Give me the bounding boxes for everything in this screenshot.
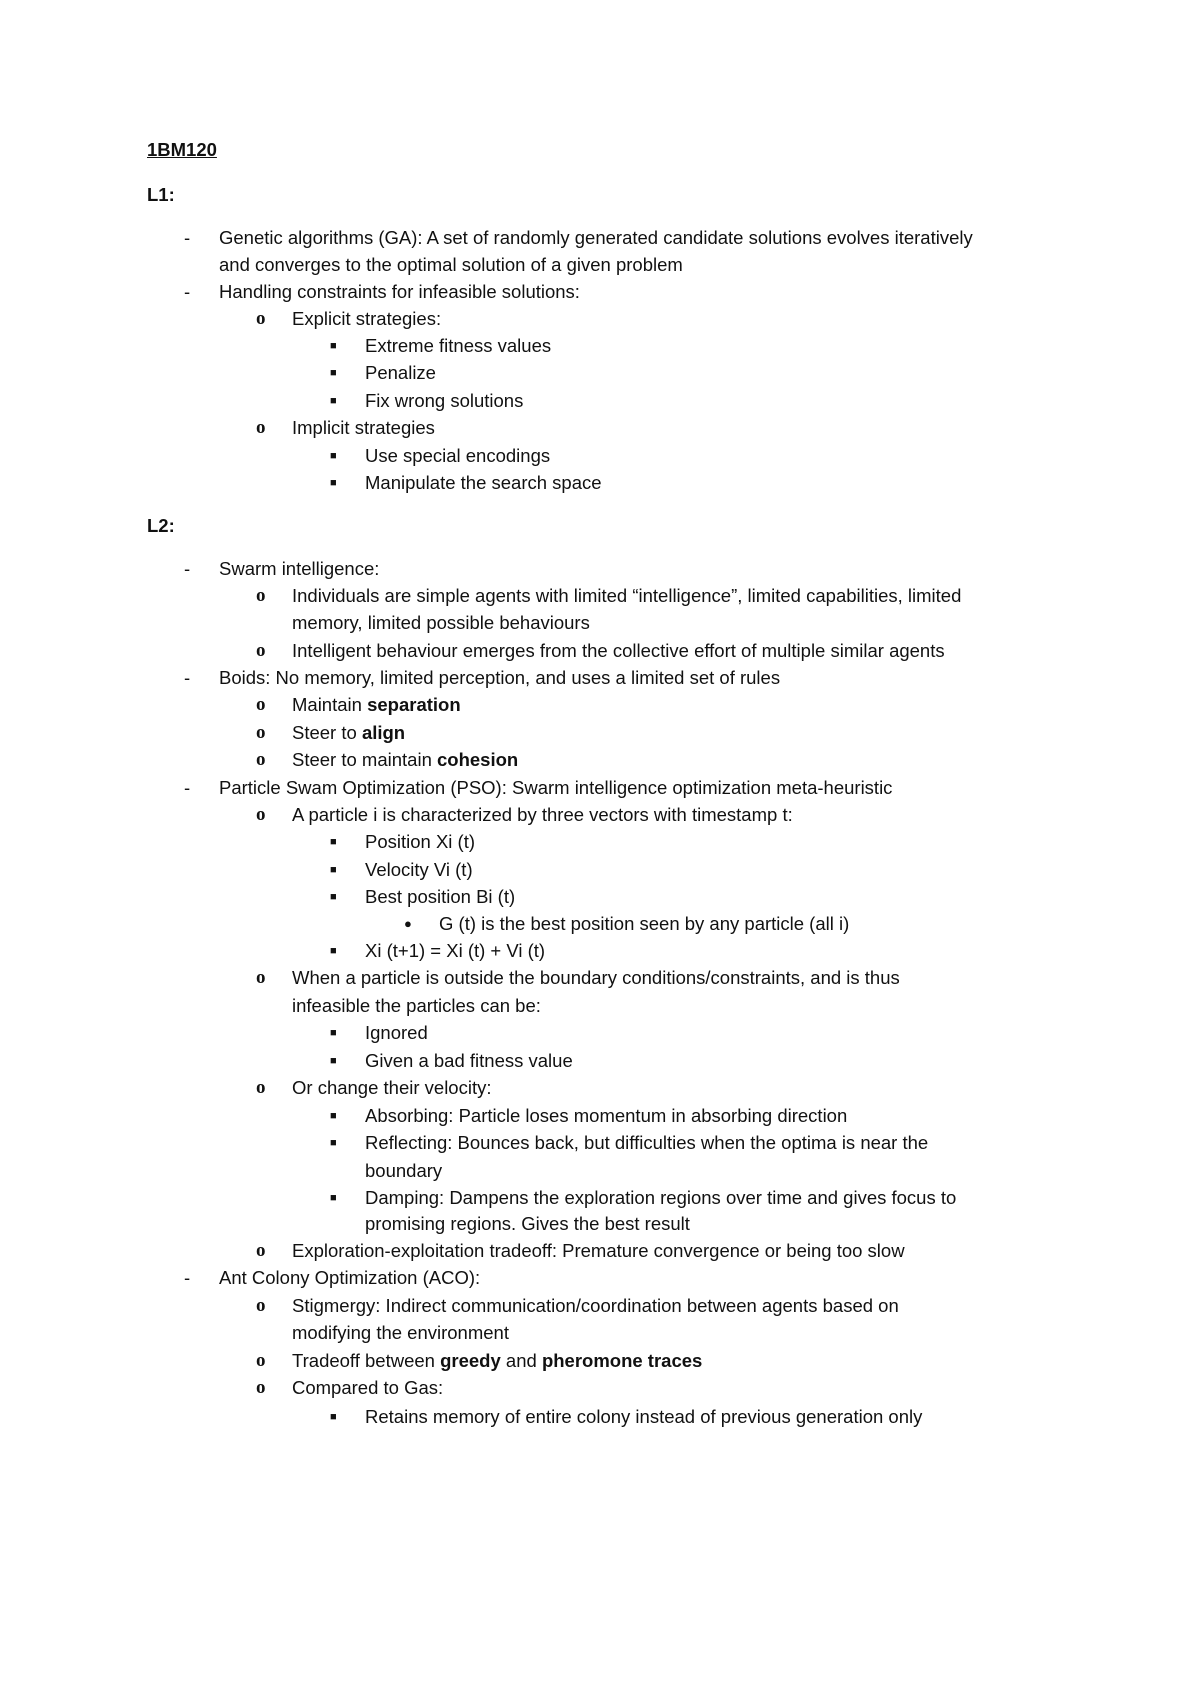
title-text: 1BM120 (147, 139, 217, 160)
text-run: Genetic algorithms (GA): A set of randomly generated candidate solutions evolves iteratively (219, 227, 973, 248)
bullet-circle-icon: o (256, 1377, 266, 1398)
section-heading (0, 180, 1200, 210)
list-item-text (219, 554, 379, 584)
list-item (0, 1101, 1200, 1131)
list-item-text (292, 1346, 702, 1376)
text-run: Ant Colony Optimization (ACO): (219, 1267, 481, 1288)
text-run: Velocity Vi (t) (365, 859, 473, 880)
list-item-text (292, 581, 961, 611)
section-heading (0, 511, 1200, 541)
section-heading-text: L2: (147, 515, 175, 536)
bullet-circle-icon: o (256, 804, 266, 825)
bullet-circle-icon: o (256, 749, 266, 770)
text-run: promising regions. Gives the best result (365, 1213, 690, 1234)
list-item (0, 963, 1200, 993)
bullet-dot-icon: ● (404, 916, 412, 931)
list-item (0, 1373, 1200, 1403)
text-run: Position Xi (t) (365, 831, 476, 852)
list-item-text (439, 909, 849, 939)
text-run: Ignored (365, 1022, 428, 1043)
bullet-circle-icon: o (256, 1077, 266, 1098)
list-item-text (292, 1318, 509, 1348)
text-run: modifying the environment (292, 1322, 509, 1343)
list-item (0, 855, 1200, 885)
list-item-continuation (0, 1209, 1200, 1239)
bullet-circle-icon: o (256, 308, 266, 329)
list-item (0, 386, 1200, 416)
list-item-text (292, 800, 793, 830)
list-item (0, 1046, 1200, 1076)
text-run: Boids: No memory, limited perception, and uses a limited set of rules (219, 667, 781, 688)
list-item-continuation (0, 608, 1200, 638)
list-item-text (365, 358, 436, 388)
list-item-text (365, 441, 550, 471)
bullet-circle-icon: o (256, 694, 266, 715)
text-run: Manipulate the search space (365, 472, 602, 493)
list-item-text (219, 1263, 480, 1293)
bullet-circle-icon: o (256, 417, 266, 438)
list-item (0, 1128, 1200, 1158)
list-item-text (292, 690, 461, 720)
bullet-square-icon: ■ (330, 1110, 337, 1122)
text-run: Steer to (292, 722, 362, 743)
text-run: Best position Bi (t) (365, 886, 516, 907)
text-run: A particle i is characterized by three vectors with timestamp t: (292, 804, 793, 825)
list-item (0, 304, 1200, 334)
bullet-square-icon: ■ (330, 891, 337, 903)
list-item-text (292, 1291, 899, 1321)
list-item-text (365, 1101, 847, 1131)
text-run: Stigmergy: Indirect communication/coordination between agents based on (292, 1295, 899, 1316)
text-run: Intelligent behaviour emerges from the collective effort of multiple similar agents (292, 640, 945, 661)
text-run: Steer to maintain (292, 749, 437, 770)
text-run: Exploration-exploitation tradeoff: Premature convergence or being too slow (292, 1240, 905, 1261)
bullet-dash-icon: - (184, 281, 191, 302)
text-run: Reflecting: Bounces back, but difficulties when the optima is near the (365, 1132, 929, 1153)
list-item (0, 718, 1200, 748)
bold-term: separation (367, 694, 461, 715)
text-run: memory, limited possible behaviours (292, 612, 590, 633)
list-item (0, 909, 1200, 939)
text-run: and converges to the optimal solution of a given problem (219, 254, 683, 275)
list-item-text (219, 663, 780, 693)
bullet-dash-icon: - (184, 558, 191, 579)
text-run: When a particle is outside the boundary conditions/constraints, and is thus (292, 967, 900, 988)
list-item-text (365, 882, 515, 912)
text-run: Penalize (365, 362, 436, 383)
bullet-square-icon: ■ (330, 864, 337, 876)
list-item-text (292, 608, 590, 638)
list-item-text (365, 1209, 690, 1239)
bullet-square-icon: ■ (330, 1411, 337, 1423)
section-heading-text: L1: (147, 184, 175, 205)
bold-term: align (361, 722, 406, 743)
text-run: Swarm intelligence: (219, 558, 380, 579)
text-run: Individuals are simple agents with limited “intelligence”, limited capabilities, limited (292, 585, 962, 606)
bullet-square-icon: ■ (330, 340, 337, 352)
list-item (0, 1402, 1200, 1432)
text-run: Particle Swam Optimization (PSO): Swarm intelligence optimization meta-heuristic (219, 777, 893, 798)
list-item (0, 1073, 1200, 1103)
bold-term: greedy (440, 1350, 501, 1371)
list-item-text (292, 991, 541, 1021)
list-item (0, 827, 1200, 857)
list-item-text (292, 963, 900, 993)
list-item (0, 663, 1200, 693)
text-run: Fix wrong solutions (365, 390, 524, 411)
list-item-text (365, 331, 551, 361)
list-item-text (365, 936, 545, 966)
list-item (0, 690, 1200, 720)
bold-term: cohesion (437, 749, 519, 770)
list-item-text (365, 386, 523, 416)
list-item (0, 1263, 1200, 1293)
list-item-text (365, 468, 602, 498)
list-item-text (365, 1018, 428, 1048)
text-run: and (500, 1350, 542, 1371)
list-item (0, 277, 1200, 307)
text-run: Implicit strategies (292, 417, 435, 438)
list-item-text (292, 745, 518, 775)
list-item (0, 745, 1200, 775)
list-item (0, 1291, 1200, 1321)
list-item-text (365, 1046, 573, 1076)
text-run: Tradeoff between (292, 1350, 441, 1371)
list-item-text (292, 718, 405, 748)
list-item-text (292, 304, 441, 334)
text-run: Retains memory of entire colony instead of previous generation only (365, 1406, 923, 1427)
bullet-square-icon: ■ (330, 1192, 337, 1204)
text-run: Explicit strategies: (292, 308, 442, 329)
list-item-text (365, 1402, 922, 1432)
list-item-text (292, 413, 435, 443)
list-item (0, 358, 1200, 388)
bullet-circle-icon: o (256, 1295, 266, 1316)
text-run: Maintain (292, 694, 368, 715)
list-item-continuation (0, 1156, 1200, 1186)
bullet-square-icon: ■ (330, 450, 337, 462)
list-item (0, 1346, 1200, 1376)
list-item (0, 636, 1200, 666)
list-item (0, 1018, 1200, 1048)
list-item (0, 468, 1200, 498)
list-item (0, 223, 1200, 253)
text-run: Or change their velocity: (292, 1077, 492, 1098)
list-item-text (219, 773, 892, 803)
list-item (0, 413, 1200, 443)
list-item (0, 581, 1200, 611)
document-title (0, 135, 1200, 165)
list-item-continuation (0, 1318, 1200, 1348)
text-run: Damping: Dampens the exploration regions over time and gives focus to (365, 1187, 957, 1208)
bullet-circle-icon: o (256, 640, 266, 661)
list-item-text (292, 1373, 443, 1403)
text-run: Given a bad fitness value (365, 1050, 573, 1071)
list-item (0, 773, 1200, 803)
list-item-text (365, 855, 473, 885)
list-item-text (219, 250, 683, 280)
list-item-continuation (0, 991, 1200, 1021)
text-run: Compared to Gas: (292, 1377, 444, 1398)
bullet-square-icon: ■ (330, 836, 337, 848)
list-item-text (292, 1236, 905, 1266)
list-item (0, 1236, 1200, 1266)
bullet-circle-icon: o (256, 967, 266, 988)
bullet-square-icon: ■ (330, 1055, 337, 1067)
bullet-square-icon: ■ (330, 367, 337, 379)
bullet-dash-icon: - (184, 227, 191, 248)
list-item-continuation (0, 250, 1200, 280)
bullet-circle-icon: o (256, 585, 266, 606)
bullet-circle-icon: o (256, 722, 266, 743)
bullet-square-icon: ■ (330, 945, 337, 957)
list-item-text (365, 1128, 928, 1158)
bullet-dash-icon: - (184, 1267, 191, 1288)
text-run: Use special encodings (365, 445, 551, 466)
list-item-text (365, 1156, 442, 1186)
text-run: G (t) is the best position seen by any particle (all i) (439, 913, 850, 934)
text-run: Absorbing: Particle loses momentum in absorbing direction (365, 1105, 848, 1126)
list-item-text (365, 827, 475, 857)
text-run: Handling constraints for infeasible solutions: (219, 281, 580, 302)
bullet-circle-icon: o (256, 1350, 266, 1371)
list-item-text (292, 1073, 491, 1103)
text-run: Extreme fitness values (365, 335, 552, 356)
list-item-text (219, 223, 973, 253)
bullet-dash-icon: - (184, 777, 191, 798)
bullet-square-icon: ■ (330, 395, 337, 407)
bold-term: pheromone traces (541, 1350, 703, 1371)
bullet-circle-icon: o (256, 1240, 266, 1261)
bullet-dash-icon: - (184, 667, 191, 688)
text-run: Xi (t+1) = Xi (t) + Vi (t) (365, 940, 546, 961)
list-item (0, 882, 1200, 912)
list-item (0, 441, 1200, 471)
list-item (0, 331, 1200, 361)
bullet-square-icon: ■ (330, 1027, 337, 1039)
text-run: infeasible the particles can be: (292, 995, 541, 1016)
list-item-text (292, 636, 945, 666)
list-item-text (219, 277, 580, 307)
text-run: boundary (365, 1160, 443, 1181)
list-item (0, 554, 1200, 584)
list-item (0, 800, 1200, 830)
bullet-square-icon: ■ (330, 477, 337, 489)
list-item (0, 936, 1200, 966)
bullet-square-icon: ■ (330, 1137, 337, 1149)
